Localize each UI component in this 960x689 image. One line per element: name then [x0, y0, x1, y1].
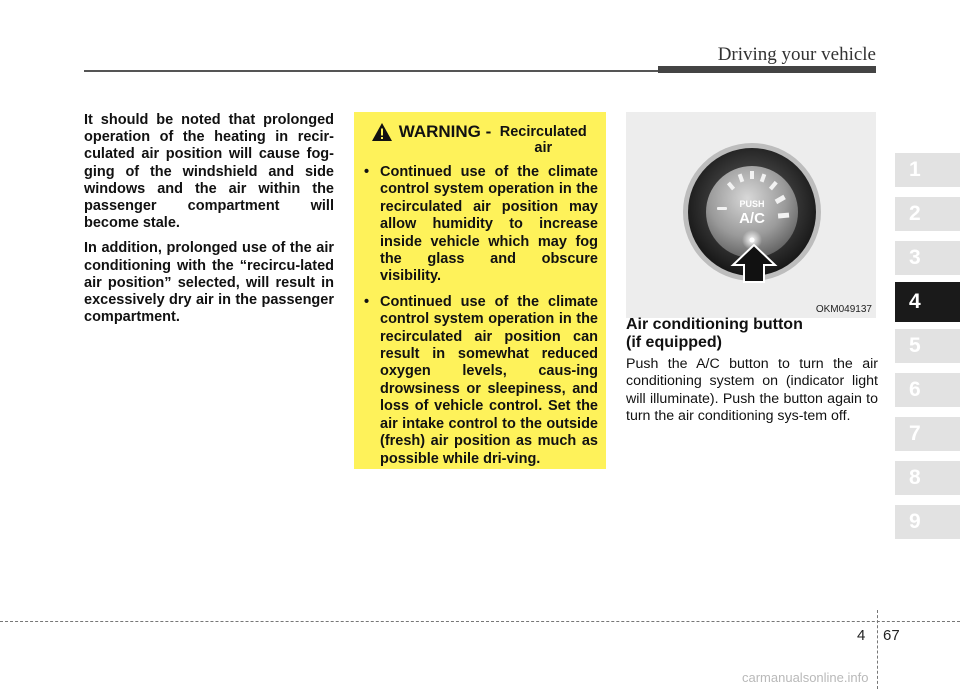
bullet-icon: •	[364, 164, 370, 180]
warning-item-text: Continued use of the climate control system operation in the recirculated air position may allow humidity to increase inside vehicle which may fog the glass and obscure visibility.	[380, 164, 598, 285]
warning-item-text: Continued use of the climate control system operation in the recirculated air position can result in somewhat reduced oxygen levels, caus-ing drowsiness or sleepiness, and loss of vehicle control. Set the air intake control to the outside (fresh) air position as much as possible while dri-ving.	[380, 293, 598, 467]
chapter-tab-2[interactable]: 2	[895, 197, 960, 231]
section-title-line: (if equipped)	[626, 334, 722, 351]
section-title	[626, 316, 876, 352]
chapter-tab-1[interactable]: 1	[895, 153, 960, 187]
warning-label: WARNING -	[398, 122, 492, 141]
warning-item	[364, 164, 598, 286]
chapter-tab-6[interactable]: 6	[895, 373, 960, 407]
header-rule	[84, 70, 664, 72]
page-chapter: 4	[857, 627, 866, 644]
warning-box	[354, 112, 606, 469]
chapter-tab-3[interactable]: 3	[895, 241, 960, 275]
section-title-line: Air conditioning button	[626, 316, 803, 333]
footer-rule	[0, 621, 960, 622]
warning-subject: Recirculated air	[499, 124, 587, 156]
chapter-tab-7[interactable]: 7	[895, 417, 960, 451]
section-body: Push the A/C button to turn the air conditioning system on (indicator light will illuminate). Push the button again to turn the air conditioning sys-tem off.	[626, 356, 878, 425]
page-number: 67	[883, 627, 900, 644]
chapter-tabs	[895, 153, 960, 548]
chapter-tab-8[interactable]: 8	[895, 461, 960, 495]
warning-header	[364, 122, 598, 156]
header-rule-accent	[658, 66, 876, 73]
paragraph: It should be noted that prolonged operation of the heating in recir-culated air position will cause fog-ging of the windshield and side windows and the air within the passenger compartment will become stale.	[84, 112, 334, 232]
button-text-top: PUSH	[739, 199, 765, 209]
warning-list	[364, 164, 598, 468]
paragraph: In addition, prolonged use of the air conditioning with the “recircu-lated air position” selected, will result in excessively dry air in the passenger compartment.	[84, 240, 334, 326]
button-text-main: A/C	[739, 210, 765, 227]
footer-divider	[877, 610, 878, 689]
chapter-tab-5[interactable]: 5	[895, 329, 960, 363]
ac-button-figure	[626, 112, 876, 318]
ac-knob-icon	[626, 112, 876, 318]
figure-code: OKM049137	[815, 304, 872, 315]
chapter-tab-4[interactable]: 4	[895, 282, 960, 322]
left-column	[84, 112, 334, 334]
header-title: Driving your vehicle	[717, 44, 876, 65]
warning-item	[364, 294, 598, 468]
warning-triangle-icon	[371, 122, 393, 142]
watermark: carmanualsonline.info	[742, 670, 869, 685]
chapter-tab-9[interactable]: 9	[895, 505, 960, 539]
bullet-icon: •	[364, 293, 370, 310]
